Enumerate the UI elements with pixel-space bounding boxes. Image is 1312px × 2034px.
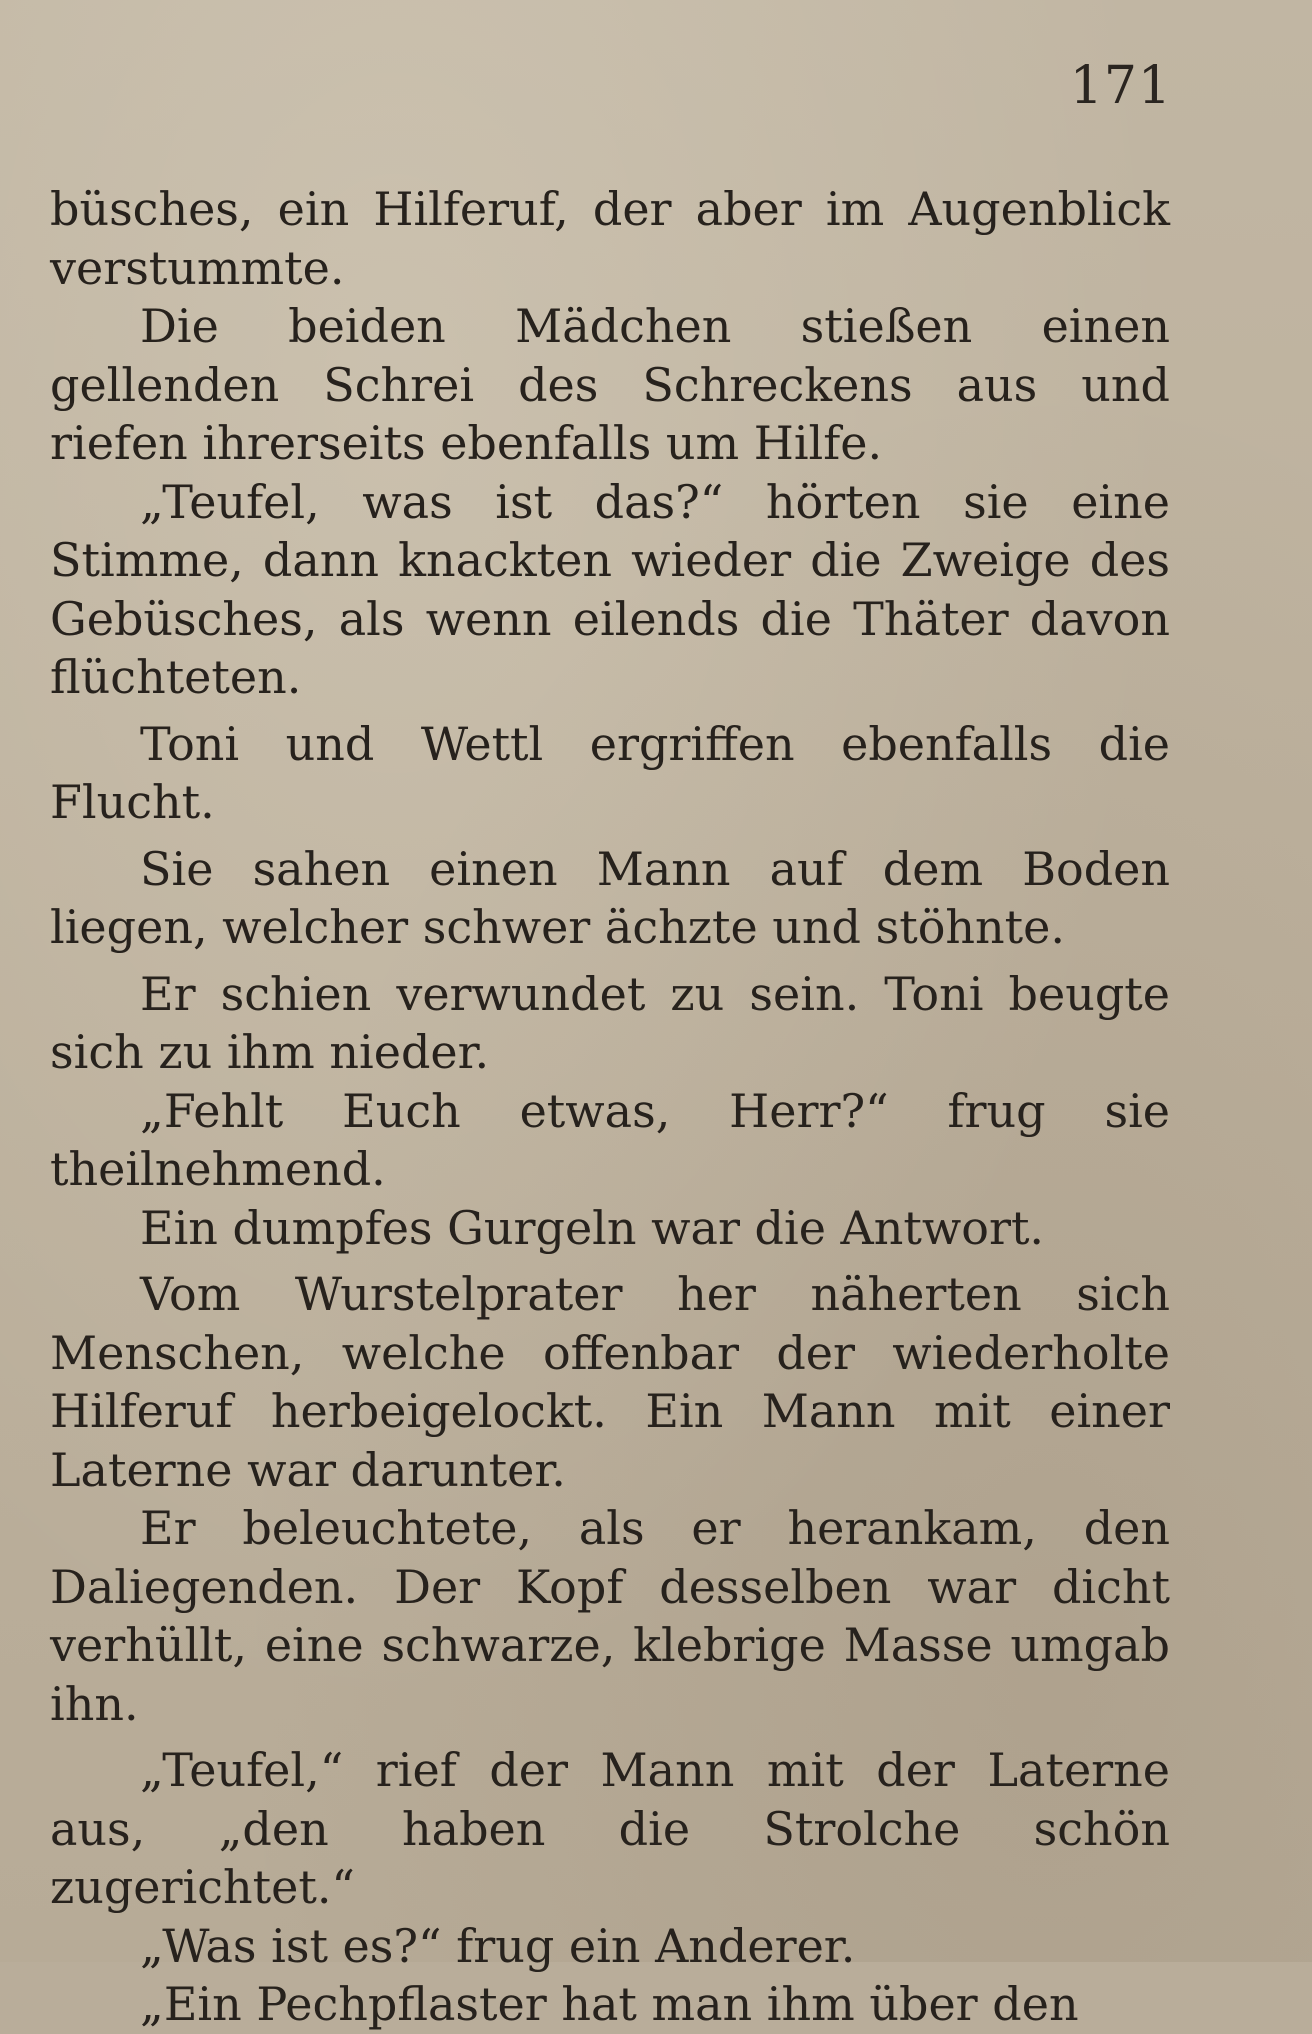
paragraph-9: Vom Wurstelprater her näherten sich Menschen, welche offenbar der wiederholte Hilferuf herbeigelockt. Ein Mann mit einer Laterne war darunter. bbox=[50, 1267, 1170, 1497]
paragraph-13: „Ein Pechpflaster hat man ihm über den bbox=[140, 1977, 1079, 2031]
paragraph-10: Er beleuchtete, als er herankam, den Daliegenden. Der Kopf desselben war dicht verhüllt, eine schwarze, klebrige Masse umgab ihn. bbox=[50, 1501, 1170, 1731]
body-text bbox=[50, 180, 1170, 2034]
paragraph-5: Sie sahen einen Mann auf dem Boden liegen, welcher schwer ächzte und stöhnte. bbox=[50, 841, 1170, 954]
paragraph-11: „Teufel,“ rief der Mann mit der Laterne aus, „den haben die Strolche schön zugerichtet.“ bbox=[50, 1743, 1170, 1914]
page-number: 171 bbox=[1069, 56, 1172, 116]
paragraph-1: büsches, ein Hilferuf, der aber im Augenblick verstummte. bbox=[50, 182, 1170, 295]
paragraph-7: „Fehlt Euch etwas, Herr?“ frug sie theilnehmend. bbox=[50, 1083, 1170, 1196]
paragraph-3: „Teufel, was ist das?“ hörten sie eine Stimme, dann knackten wieder die Zweige des Gebüsches, als wenn eilends die Thäter davon flüchteten. bbox=[50, 474, 1170, 704]
paragraph-6: Er schien verwundet zu sein. Toni beugte sich zu ihm nieder. bbox=[50, 966, 1170, 1079]
paragraph-8: Ein dumpfes Gurgeln war die Antwort. bbox=[140, 1200, 1045, 1255]
paragraph-2: Die beiden Mädchen stießen einen gellenden Schrei des Schreckens aus und riefen ihrerseits ebenfalls um Hilfe. bbox=[50, 299, 1170, 470]
paragraph-4: Toni und Wettl ergriffen ebenfalls die Flucht. bbox=[50, 716, 1170, 829]
paragraph-12: „Was ist es?“ frug ein Anderer. bbox=[140, 1918, 856, 1973]
